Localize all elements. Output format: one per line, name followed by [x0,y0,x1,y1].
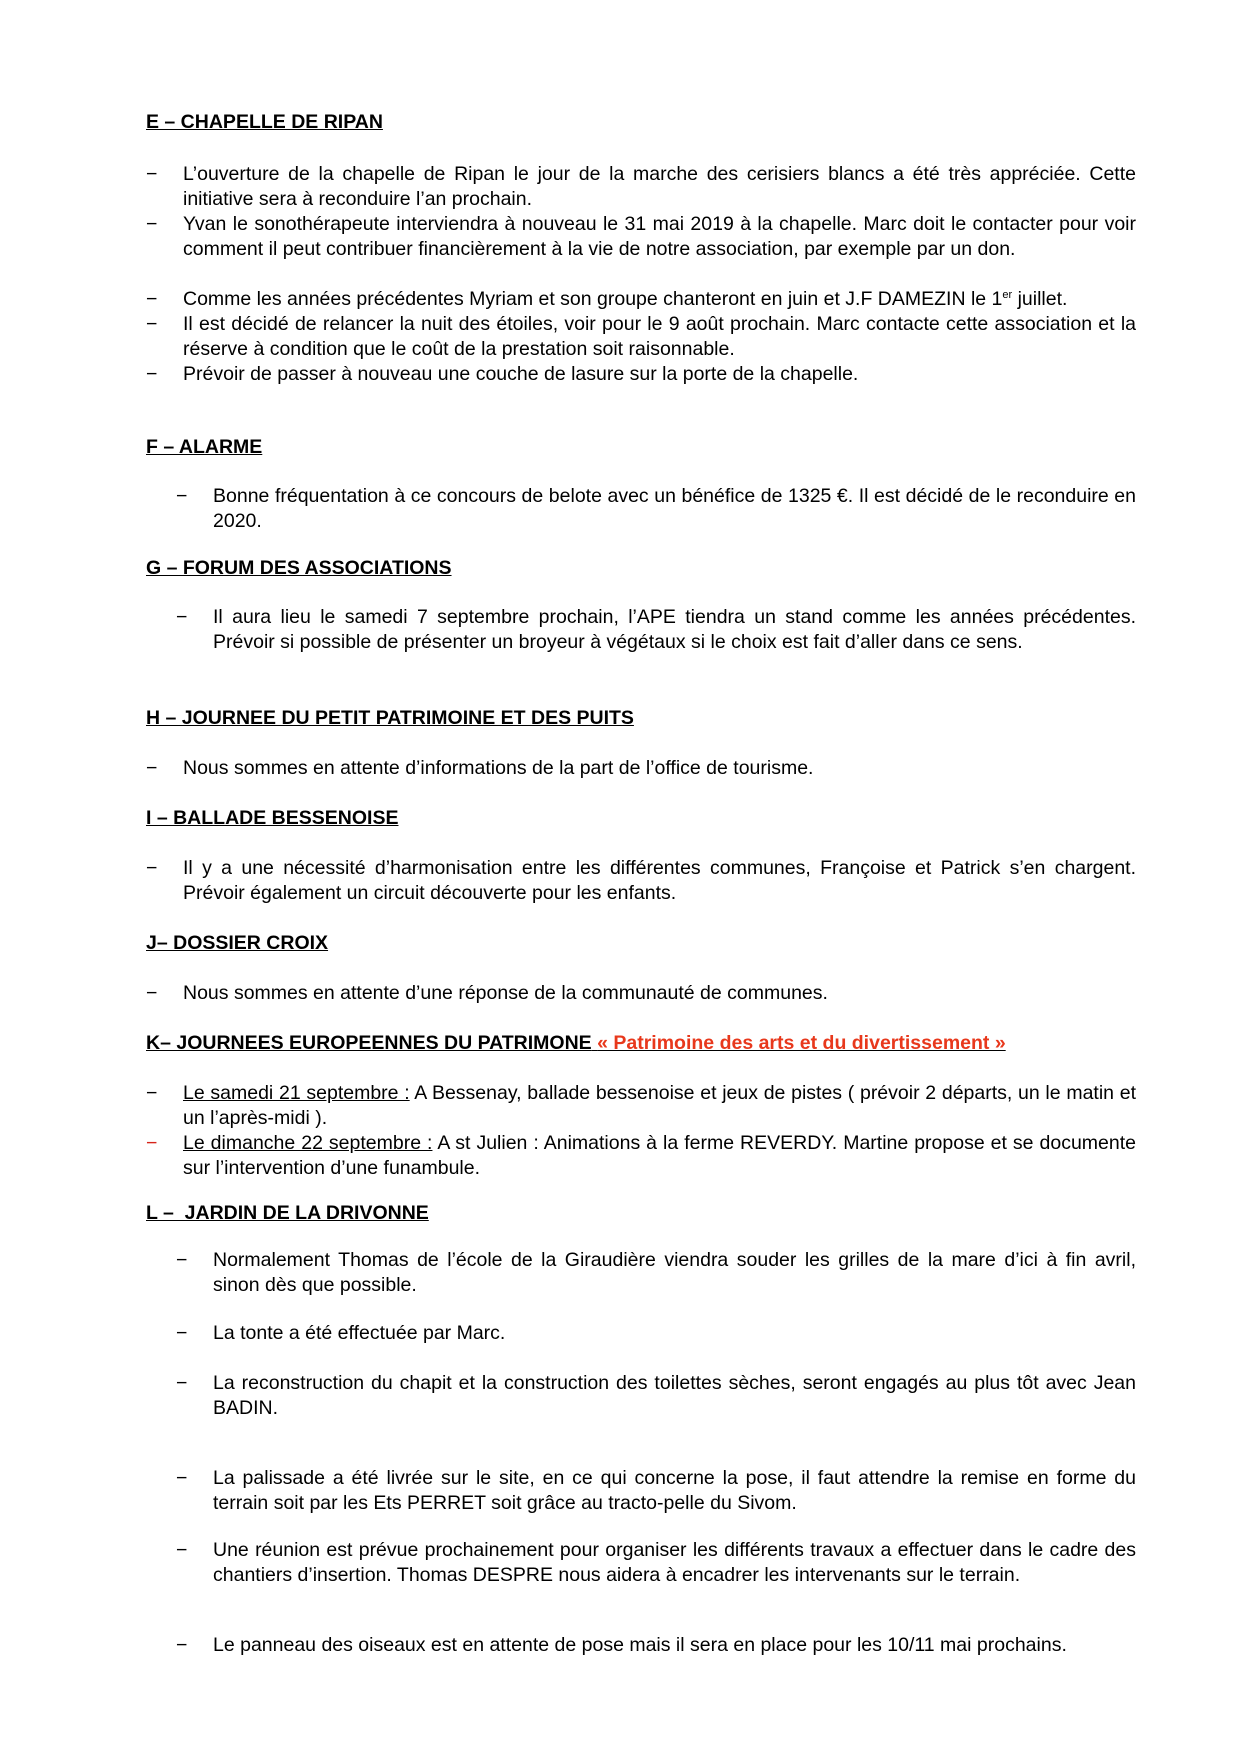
section-heading: L – JARDIN DE LA DRIVONNE [146,1202,429,1224]
bullet-dash: − [146,757,158,779]
list-item-text: Yvan le sonothérapeute interviendra à nouveau le 31 mai 2019 à la chapelle. Marc doit le contacter pour voir comment il peut contribuer financièrement à la vie de notre association, par exemple par un don. [183,213,1136,260]
section-heading: E – CHAPELLE DE RIPAN [146,111,383,133]
bullet-dash: − [176,1634,188,1656]
bullet-dash: − [146,1082,158,1104]
section-heading: J– DOSSIER CROIX [146,932,329,954]
list-item-text: Le panneau des oiseaux est en attente de pose mais il sera en place pour les 10/11 mai prochains. [213,1634,1067,1656]
bullet-dash: − [176,1467,188,1489]
section-k [146,1031,1136,1056]
bullet-dash: − [146,163,158,185]
section-f [146,435,1136,460]
bullet-dash: − [176,1539,188,1561]
section-heading: H – JOURNEE DU PETIT PATRIMOINE ET DES PUITS [146,707,634,729]
section-e [146,110,1136,135]
bullet-dash: − [146,213,158,235]
section-heading: F – ALARME [146,436,263,458]
list-item-text: La tonte a été effectuée par Marc. [213,1322,506,1344]
list-item-text: Nous sommes en attente d’informations de la part de l’office de tourisme. [183,757,814,779]
bullet-dash: − [146,1132,158,1154]
bullet-dash: − [146,313,158,335]
section-j [146,931,1136,956]
list-item-text: Comme les années précédentes Myriam et son groupe chanteront en juin et J.F DAMEZIN le 1er juillet. [183,288,1068,310]
list-item-text: Il y a une nécessité d’harmonisation entre les différentes communes, Françoise et Patrick s’en chargent. Prévoir également un circuit découverte pour les enfants. [183,857,1136,904]
bullet-dash: − [146,857,158,879]
list-item-text: Normalement Thomas de l’école de la Giraudière viendra souder les grilles de la mare d’ici à fin avril, sinon dès que possible. [213,1249,1136,1296]
bullet-dash: − [176,1249,188,1271]
bullet-dash: − [146,982,158,1004]
bullet-dash: − [176,1322,188,1344]
section-l [146,1201,1136,1226]
list-item-text: Une réunion est prévue prochainement pour organiser les différents travaux a effectuer dans le cadre des chantiers d’insertion. Thomas DESPRE nous aidera à encadrer les intervenants sur le terrain. [213,1539,1136,1586]
list-item-text: Bonne fréquentation à ce concours de belote avec un bénéfice de 1325 €. Il est décidé de le reconduire en 2020. [213,485,1136,532]
list-item-text: Le samedi 21 septembre : A Bessenay, ballade bessenoise et jeux de pistes ( prévoir 2 départs, un le matin et un l’après-midi ). [183,1082,1136,1129]
list-item-text: Il est décidé de relancer la nuit des étoiles, voir pour le 9 août prochain. Marc contacte cette association et la réserve à condition que le coût de la prestation soit raisonnable. [183,313,1136,360]
list-item-text: La reconstruction du chapit et la construction des toilettes sèches, seront engagés au plus tôt avec Jean BADIN. [213,1372,1136,1419]
bullet-dash: − [176,606,188,628]
bullet-dash: − [176,1372,188,1394]
bullet-dash: − [146,288,158,310]
section-h [146,706,1136,731]
list-item-text: Le dimanche 22 septembre : A st Julien : Animations à la ferme REVERDY. Martine propose et se documente sur l’intervention d’une funambule. [183,1132,1136,1179]
section-heading: I – BALLADE BESSENOISE [146,807,399,829]
list-item-text: L’ouverture de la chapelle de Ripan le jour de la marche des cerisiers blancs a été très appréciée. Cette initiative sera à reconduire l’an prochain. [183,163,1136,210]
list-item-text: La palissade a été livrée sur le site, en ce qui concerne la pose, il faut attendre la remise en forme du terrain soit par les Ets PERRET soit grâce au tracto-pelle du Sivom. [213,1467,1136,1514]
section-g [146,556,1136,581]
bullet-dash: − [176,485,188,507]
section-heading: G – FORUM DES ASSOCIATIONS [146,557,452,579]
list-item-text: Il aura lieu le samedi 7 septembre prochain, l’APE tiendra un stand comme les années précédentes. Prévoir si possible de présenter un broyeur à végétaux si le choix est fait d’aller dans ce sens. [213,606,1136,653]
list-item-text: Prévoir de passer à nouveau une couche de lasure sur la porte de la chapelle. [183,363,859,385]
date-label: Le dimanche 22 septembre : [183,1132,433,1154]
section-i [146,806,1136,831]
date-label: Le samedi 21 septembre : [183,1082,410,1104]
section-heading-title: K– JOURNEES EUROPEENNES DU PATRIMONE [146,1032,592,1054]
section-heading [146,1031,1136,1056]
list-item-text: Nous sommes en attente d’une réponse de la communauté de communes. [183,982,828,1004]
bullet-dash: − [146,363,158,385]
section-heading-accent: « Patrimoine des arts et du divertissement » [597,1032,1006,1054]
